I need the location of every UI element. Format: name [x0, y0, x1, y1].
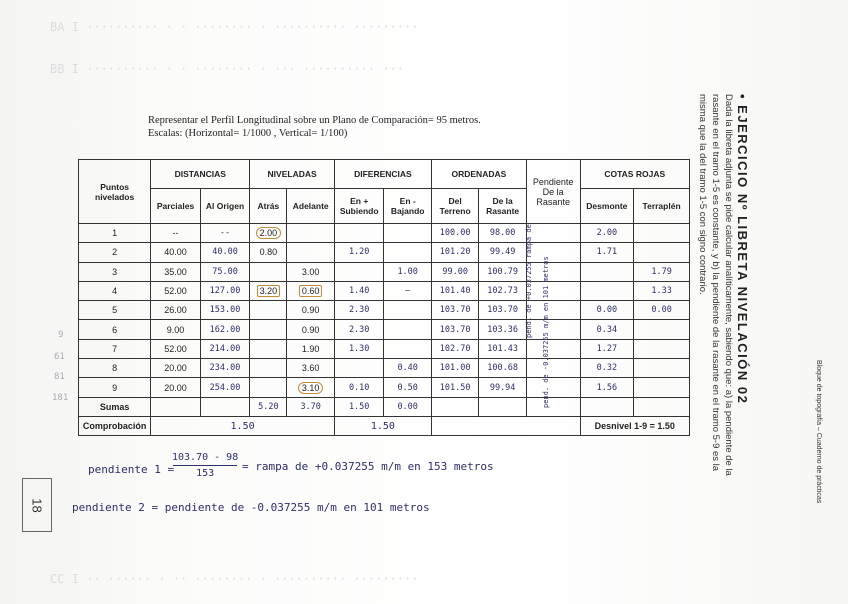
cota-terraplen: [634, 378, 690, 397]
pendiente-top-note: pend. de +0.037255 rampa de: [525, 224, 533, 338]
pendiente-1-result: = rampa de +0.037255 m/m en 153 metros: [242, 460, 494, 473]
diferencia-subiendo: [334, 224, 384, 243]
exercise-paragraph-3: misma que la del tramo 1-5 con signo contrario.: [697, 94, 708, 295]
pendiente-1-numerator: 103.70 - 98: [172, 452, 239, 463]
point-number: 9: [79, 378, 151, 397]
desnivel-total: Desnivel 1-9 = 1.50: [580, 416, 689, 435]
ordenada-terreno: 100.00: [431, 224, 478, 243]
nivelada-adelante: [287, 378, 334, 397]
ordenada-rasante: 99.94: [479, 378, 526, 397]
cell: [151, 397, 201, 416]
ghost-text: CC I ·· ······ · ·· ········ · ·········· ·········: [50, 572, 419, 586]
nivelada-atras: [250, 224, 287, 243]
cota-desmonte: 1.27: [580, 339, 634, 358]
distancia-parcial: 35.00: [151, 262, 201, 281]
page-number-box: [22, 478, 52, 532]
nivelada-adelante-marked: 0.60: [299, 285, 323, 297]
pendiente-1-denominator: 153: [196, 468, 215, 479]
point-number: 7: [79, 339, 151, 358]
distancia-origen: 254.00: [200, 378, 250, 397]
header-adelante: Adelante: [287, 189, 334, 224]
distancia-parcial: 40.00: [151, 243, 201, 262]
distancia-parcial: --: [151, 224, 201, 243]
nivelada-atras: 0.80: [250, 243, 287, 262]
point-number: 6: [79, 320, 151, 339]
sumas-atras: 5.20: [250, 397, 287, 416]
diferencia-bajando: 0.40: [384, 359, 431, 378]
nivelada-adelante: 1.90: [287, 339, 334, 358]
cell: [634, 397, 690, 416]
diferencia-bajando: [384, 339, 431, 358]
ordenada-terreno: 101.40: [431, 281, 478, 300]
sumas-subiendo: 1.50: [334, 397, 384, 416]
header-distancias: DISTANCIAS: [151, 160, 250, 189]
ordenada-terreno: 102.70: [431, 339, 478, 358]
distancia-parcial: 20.00: [151, 359, 201, 378]
distancia-origen: 162.00: [200, 320, 250, 339]
nivelada-atras-marked: 2.00: [256, 227, 282, 239]
diferencia-bajando: [384, 224, 431, 243]
cell: [200, 397, 250, 416]
comprobacion-diferencias: 1.50: [334, 416, 431, 435]
header-del-terreno: Del Terreno: [431, 189, 478, 224]
nivelada-atras: [250, 378, 287, 397]
table-row: [79, 378, 690, 397]
cota-terraplen: 1.79: [634, 262, 690, 281]
diferencia-bajando: [384, 320, 431, 339]
diferencia-bajando: 0.50: [384, 378, 431, 397]
exercise-paragraph-2: rasante en el tramo 1-5 es constante, y b) la pendiente de la rasante en el tramo 5-9 es la: [710, 94, 721, 472]
distancia-parcial: 26.00: [151, 301, 201, 320]
nivelada-adelante: 3.00: [287, 262, 334, 281]
comprobacion-label: Comprobación: [79, 416, 151, 435]
table-row: [79, 320, 690, 339]
nivelada-adelante: [287, 224, 334, 243]
table-row: [79, 262, 690, 281]
diferencia-subiendo: [334, 359, 384, 378]
distancia-parcial: 20.00: [151, 378, 201, 397]
pendiente-bottom-note: pend. de -0.037255 m/m en 101 metros: [542, 256, 550, 408]
ordenada-terreno: 103.70: [431, 301, 478, 320]
header-en-subiendo: En + Subiendo: [334, 189, 384, 224]
nivelada-adelante: [287, 243, 334, 262]
header-row-2: [79, 189, 690, 224]
ordenada-rasante: 103.36: [479, 320, 526, 339]
intro-line-1: Representar el Perfil Longitudinal sobre un Plano de Comparación= 95 metros.: [148, 115, 481, 126]
distancia-origen: 127.00: [200, 281, 250, 300]
leveling-table: [78, 159, 690, 436]
distancia-origen: 214.00: [200, 339, 250, 358]
ordenada-terreno: 101.50: [431, 378, 478, 397]
distancia-origen: 75.00: [200, 262, 250, 281]
diferencia-subiendo: 2.30: [334, 320, 384, 339]
cota-desmonte: [580, 262, 634, 281]
distancia-origen: 234.00: [200, 359, 250, 378]
table-row: [79, 224, 690, 243]
diferencia-subiendo: 2.30: [334, 301, 384, 320]
nivelada-adelante: 0.90: [287, 320, 334, 339]
sumas-row: [79, 397, 690, 416]
point-number: 4: [79, 281, 151, 300]
ordenada-rasante: 99.49: [479, 243, 526, 262]
cota-terraplen: [634, 339, 690, 358]
fraction-bar: [173, 465, 237, 466]
header-ordenadas: ORDENADAS: [431, 160, 526, 189]
page-number: 18: [29, 497, 45, 513]
distancia-parcial: 52.00: [151, 339, 201, 358]
ordenada-rasante: 98.00: [479, 224, 526, 243]
diferencia-subiendo: 0.10: [334, 378, 384, 397]
table-row: [79, 243, 690, 262]
nivelada-atras: [250, 281, 287, 300]
exercise-heading: • EJERCICIO Nº LIBRETA NIVELACIÓN 02: [735, 94, 750, 405]
point-number: 8: [79, 359, 151, 378]
header-cotas-rojas: COTAS ROJAS: [580, 160, 689, 189]
point-number: 3: [79, 262, 151, 281]
pendiente-2-line: pendiente 2 = pendiente de -0.037255 m/m en 101 metros: [72, 501, 430, 514]
cota-desmonte: 1.71: [580, 243, 634, 262]
margin-mark: 181: [52, 393, 69, 403]
nivelada-atras: [250, 320, 287, 339]
cota-desmonte: 0.32: [580, 359, 634, 378]
header-pendiente: Pendiente De la Rasante: [526, 160, 580, 224]
distancia-origen: 40.00: [200, 243, 250, 262]
ordenada-rasante: 101.43: [479, 339, 526, 358]
cota-terraplen: [634, 359, 690, 378]
cota-desmonte: 0.00: [580, 301, 634, 320]
nivelada-adelante: [287, 281, 334, 300]
diferencia-subiendo: 1.30: [334, 339, 384, 358]
diferencia-subiendo: 1.40: [334, 281, 384, 300]
nivelada-adelante: 0.90: [287, 301, 334, 320]
margin-mark: 61: [54, 352, 65, 362]
header-atras: Atrás: [250, 189, 287, 224]
nivelada-atras: [250, 359, 287, 378]
nivelada-atras: [250, 262, 287, 281]
diferencia-subiendo: [334, 262, 384, 281]
ordenada-terreno: 103.70: [431, 320, 478, 339]
cota-terraplen: 1.33: [634, 281, 690, 300]
cota-desmonte: 1.56: [580, 378, 634, 397]
cota-terraplen: 0.00: [634, 301, 690, 320]
distancia-parcial: 52.00: [151, 281, 201, 300]
ordenada-rasante: 102.73: [479, 281, 526, 300]
margin-mark: 81: [54, 372, 65, 382]
book-title-note: Bloque de topografía – Cuaderno de prácticas: [815, 360, 822, 504]
point-number: 5: [79, 301, 151, 320]
nivelada-atras: [250, 301, 287, 320]
header-terraplen: Terraplén: [634, 189, 690, 224]
ghost-text: BB I ·········· · · ········ · ··· ·········· ···: [50, 62, 405, 76]
ordenada-rasante: 100.68: [479, 359, 526, 378]
diferencia-bajando: 1.00: [384, 262, 431, 281]
diferencia-bajando: —: [384, 281, 431, 300]
nivelada-atras: [250, 339, 287, 358]
pendiente-vertical-notes: [520, 224, 560, 410]
header-niveladas: NIVELADAS: [250, 160, 335, 189]
nivelada-atras-marked: 3.20: [257, 285, 281, 297]
cota-desmonte: [580, 281, 634, 300]
cota-desmonte: 0.34: [580, 320, 634, 339]
comprobacion-row: [79, 416, 690, 435]
ordenada-rasante: 100.79: [479, 262, 526, 281]
sumas-label: Sumas: [79, 397, 151, 416]
point-number: 2: [79, 243, 151, 262]
pendiente-1-fraction: [172, 452, 238, 479]
header-desmonte: Desmonte: [580, 189, 634, 224]
diferencia-subiendo: 1.20: [334, 243, 384, 262]
table-row: [79, 301, 690, 320]
header-diferencias: DIFERENCIAS: [334, 160, 431, 189]
table-row: [79, 359, 690, 378]
distancia-parcial: 9.00: [151, 320, 201, 339]
intro-text: [148, 114, 481, 140]
sumas-bajando: 0.00: [384, 397, 431, 416]
diferencia-bajando: [384, 301, 431, 320]
cell: [431, 416, 580, 435]
ordenada-rasante: 103.70: [479, 301, 526, 320]
margin-mark: 9: [58, 330, 64, 340]
pendiente-1-label: pendiente 1 =: [88, 463, 175, 476]
nivelada-adelante-marked: 3.10: [298, 382, 324, 394]
sumas-adelante: 3.70: [287, 397, 334, 416]
cota-terraplen: [634, 320, 690, 339]
ordenada-terreno: 101.20: [431, 243, 478, 262]
header-parciales: Parciales: [151, 189, 201, 224]
cota-desmonte: 2.00: [580, 224, 634, 243]
ordenada-terreno: 99.00: [431, 262, 478, 281]
header-de-rasante: De la Rasante: [479, 189, 526, 224]
cell: [431, 397, 478, 416]
cell: [580, 397, 634, 416]
header-puntos: Puntos nivelados: [79, 160, 151, 224]
comprobacion-niveladas: 1.50: [151, 416, 335, 435]
ghost-text: BA I ·········· · · ········ · ·········· ·········: [50, 20, 419, 34]
header-row-1: [79, 160, 690, 189]
diferencia-bajando: [384, 243, 431, 262]
distancia-origen: 153.00: [200, 301, 250, 320]
point-number: 1: [79, 224, 151, 243]
intro-line-2: Escalas: (Horizontal= 1/1000 , Vertical= 1/100): [148, 128, 348, 139]
ordenada-terreno: 101.00: [431, 359, 478, 378]
exercise-paragraph-1: Dada la libreta adjunta se pide calcular analíticamente, sabiendo que: a) la pendiente de la: [723, 94, 734, 476]
header-en-bajando: En - Bajando: [384, 189, 431, 224]
cota-terraplen: [634, 243, 690, 262]
table-row: [79, 339, 690, 358]
table-row: [79, 281, 690, 300]
distancia-origen: --: [200, 224, 250, 243]
cota-terraplen: [634, 224, 690, 243]
header-al-origen: Al Origen: [200, 189, 250, 224]
nivelada-adelante: 3.60: [287, 359, 334, 378]
exercise-side-text: [697, 94, 750, 476]
